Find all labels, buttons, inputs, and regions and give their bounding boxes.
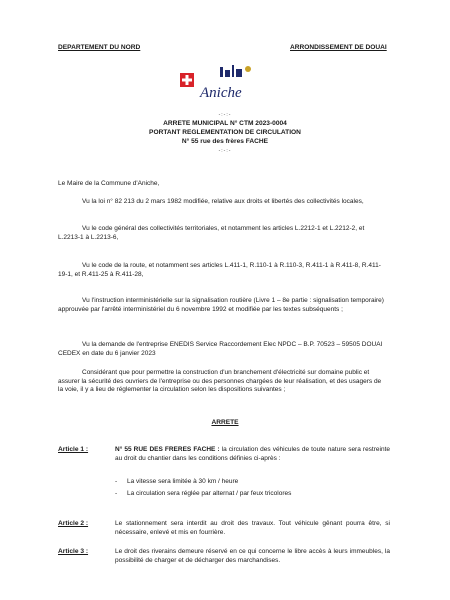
bullet-dash-icon: - xyxy=(115,478,118,485)
article-1-bullet-1 xyxy=(115,478,238,485)
decree-title: ARRETE MUNICIPAL N° CTM 2023-0004 xyxy=(163,120,287,127)
article-1-bullet-2 xyxy=(115,490,291,497)
separator-top: -:-:- xyxy=(218,112,232,118)
bullet-text: La circulation sera réglée par alternat / par feux tricolores xyxy=(127,490,292,497)
article-1-body: la circulation des véhicules de toute nature sera restreinte au droit du chantier dans les conditions définies ci-après : xyxy=(115,446,391,462)
red-cross-icon xyxy=(180,73,194,87)
bullet-dash-icon: - xyxy=(115,490,118,497)
vu-paragraph-2: Vu le code général des collectivités territoriales, et notamment les articles L.2212-1 et L.2212-2, et L.2213-1 à L.2213-6, xyxy=(58,225,365,241)
decree-subtitle: PORTANT REGLEMENTATION DE CIRCULATION xyxy=(149,129,301,136)
article-3-label: Article 3 : xyxy=(58,548,89,555)
article-1-label: Article 1 : xyxy=(58,446,89,453)
article-3-text: Le droit des riverains demeure réservé en ce qui concerne le libre accès à leurs immeubles, la possibilité de charger et de décharger des marchandises. xyxy=(115,548,390,564)
vu-paragraph-5: Vu la demande de l'entreprise ENEDIS Service Raccordement Elec NPDC – B.P. 70523 – 59505 DOUAI CEDEX en date du 6 janvier 2023 xyxy=(58,341,383,357)
article-1-street: N° 55 RUE DES FRERES FACHE : xyxy=(115,446,220,453)
considerant-paragraph: Considérant que pour permettre la construction d'un branchement d'électricité sur domaine public et assurer la sécurité des ouvriers de l'entreprise ou des personnes chargées de leur réalisation, et des usagers de la voie, il y a lieu de réglementer la circulation selon les dispositions suivantes ; xyxy=(58,369,382,394)
arrete-heading: ARRETE xyxy=(211,419,239,426)
vu-paragraph-1: Vu la loi n° 82 213 du 2 mars 1982 modifiée, relative aux droits et libertés des collectivités locales, xyxy=(82,198,364,205)
town-skyline-icon xyxy=(220,65,251,77)
vu-paragraph-4: Vu l'instruction interministérielle sur la signalisation routière (Livre 1 – 8e partie : signalisation temporaire) approuvée par l'arrêté interministériel du 6 novembre 1992 et modifiée par les textes subséquents ; xyxy=(58,297,384,313)
separator-bottom: -:-:- xyxy=(218,148,232,154)
logo-text: Aniche xyxy=(200,85,242,101)
bullet-text: La vitesse sera limitée à 30 km / heure xyxy=(127,478,239,485)
arrondissement-heading: ARRONDISSEMENT DE DOUAI xyxy=(290,44,387,51)
article-1-text xyxy=(115,446,390,463)
article-2-label: Article 2 : xyxy=(58,520,89,527)
aniche-logo xyxy=(178,61,274,105)
mayor-line: Le Maire de la Commune d'Aniche, xyxy=(58,180,160,187)
department-heading: DEPARTEMENT DU NORD xyxy=(58,44,141,51)
decree-address: N° 55 rue des frères FACHE xyxy=(181,138,269,145)
vu-paragraph-3: Vu le code de la route, et notamment ses articles L.411-1, R.110-1 à R.110-3, R.411-1 à R.411-8, R.411-19-1, et R.411-25 à R.411-28, xyxy=(58,262,381,278)
article-2-text: Le stationnement sera interdit au droit des travaux. Tout véhicule gênant pourra être, si nécessaire, enlevé et mis en fourrière. xyxy=(115,520,390,536)
